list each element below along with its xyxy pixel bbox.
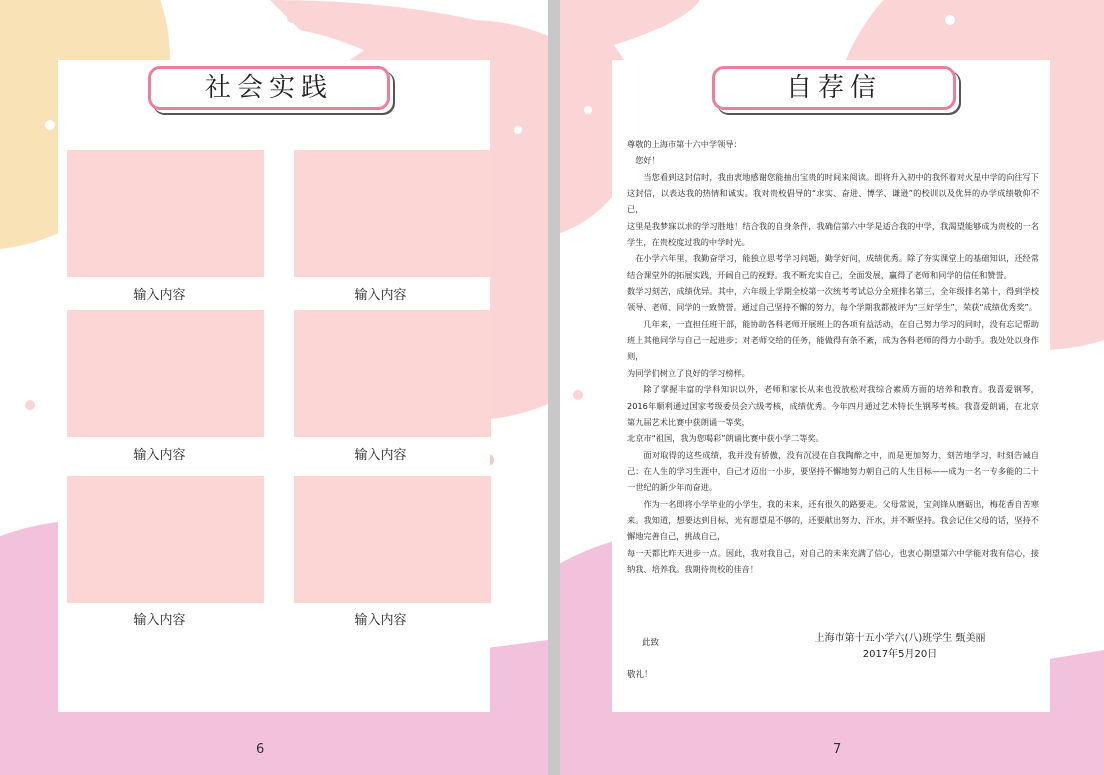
photo-caption[interactable]: 输入内容: [354, 613, 407, 628]
letter-date: 2017年5月20日: [862, 649, 938, 660]
photo-caption[interactable]: 输入内容: [133, 448, 186, 463]
letter-greeting: 您好！: [635, 155, 660, 166]
letter-paragraph: 北京市“祖国，我为您喝彩”朗诵比赛中获小学二等奖。: [627, 433, 824, 444]
photo-placeholder[interactable]: [294, 150, 491, 277]
page-title: 自荐信: [712, 66, 956, 110]
letter-paragraph: 每一天都比昨天进步一点。因此，我对我自己，对自己的未来充满了信心，也衷心期望第六中学能对我有信心，接纳我、培养我。我期待贵校的佳音！: [627, 547, 1039, 574]
photo-placeholder[interactable]: [67, 310, 264, 437]
letter-paragraph: 当您看到这封信时，我由衷地感谢您能抽出宝贵的时间来阅读。即将升入初中的我怀着对火星中学的向往写下这封信，以表达我的热情和诚实。我对贵校倡导的“求实、奋进、博学、谦逊”的校训以及优异的办学成绩敬仰不已，: [627, 171, 1039, 215]
letter-paragraph: 在小学六年里，我勤奋学习，能独立思考学习问题，勤学好问，成绩优秀。除了夯实课堂上的基础知识，还经常结合课堂外的拓展实践，开阔自己的视野。我不断充实自己，全面发展，赢得了老师和同学的信任和赞誉。: [627, 253, 1039, 280]
photo-placeholder[interactable]: [294, 310, 491, 437]
photo-placeholder[interactable]: [67, 150, 264, 277]
photo-placeholder[interactable]: [294, 476, 491, 603]
page-title: 社会实践: [148, 66, 390, 110]
letter-signature: 上海市第十五小学六(八)班学生 甄美丽: [814, 633, 986, 644]
letter-salutation: 尊敬的上海市第十六中学领导：: [627, 139, 742, 149]
letter-paragraph: 作为一名即将小学毕业的小学生，我的未来，还有很久的路要走。父母常说，宝剑锋从磨砺出，梅花香自苦寒来。我知道，想要达到目标，光有愿望是不够的，还要献出努力、汗水，并不断坚持。我会记住父母的话，坚持不懈地完善自己，挑战自己，: [627, 498, 1039, 542]
photo-caption[interactable]: 输入内容: [354, 288, 407, 303]
letter-body: [627, 136, 1039, 577]
letter-paragraph: 数学习刻苦，成绩优异。其中，六年级上学期全校第一次统考考试总分全班排名第三，全年级排名第十，得到学校领导、老师、同学的一致赞誉。通过自己坚持不懈的努力，每个学期我都被评为“三好学生”，荣获“成绩优秀奖”。: [627, 286, 1039, 313]
letter-closing: 此致: [642, 638, 660, 648]
letter-regards: 敬礼！: [627, 670, 653, 680]
letter-paragraph: 为同学们树立了良好的学习榜样。: [627, 367, 750, 378]
letter-paragraph: 除了掌握丰富的学科知识以外，老师和家长从来也没放松对我综合素质方面的培养和教育。我喜爱钢琴，2016年顺利通过国家考级委员会六级考核，成绩优秀。今年四月通过艺术特长生钢琴考核。我喜爱朗诵，在北京第九届艺术比赛中获朗诵一等奖，: [627, 384, 1039, 427]
photo-caption[interactable]: 输入内容: [133, 288, 186, 303]
page-number: 7: [833, 742, 842, 757]
photo-placeholder[interactable]: [67, 476, 264, 603]
page-number: 6: [256, 742, 265, 757]
letter-paragraph: 几年来，一直担任班干部，能协助各科老师开展班上的各项有益活动，在自己努力学习的同时，没有忘记帮助班上其他同学与自己一起进步；对老师交给的任务，能做得有条不紊，成为各科老师的得力小助手。我处处以身作则，: [627, 318, 1039, 362]
letter-paragraph: 面对取得的这些成绩，我并没有骄傲，没有沉浸在自我陶醉之中，而是更加努力、刻苦地学习，时刻告诫自己：在人生的学习生涯中，自己才迈出一小步，要坚持不懈地努力朝自己的人生目标——成为一名一专多能的二十一世纪的新少年而奋进。: [627, 449, 1039, 493]
photo-caption[interactable]: 输入内容: [133, 613, 186, 628]
photo-caption[interactable]: 输入内容: [354, 448, 407, 463]
letter-paragraph: 这里是我梦寐以求的学习胜地！结合我的自身条件，我确信第六中学是适合我的中学，我渴望能够成为贵校的一名学生，在贵校度过我的中学时光。: [627, 220, 1039, 248]
